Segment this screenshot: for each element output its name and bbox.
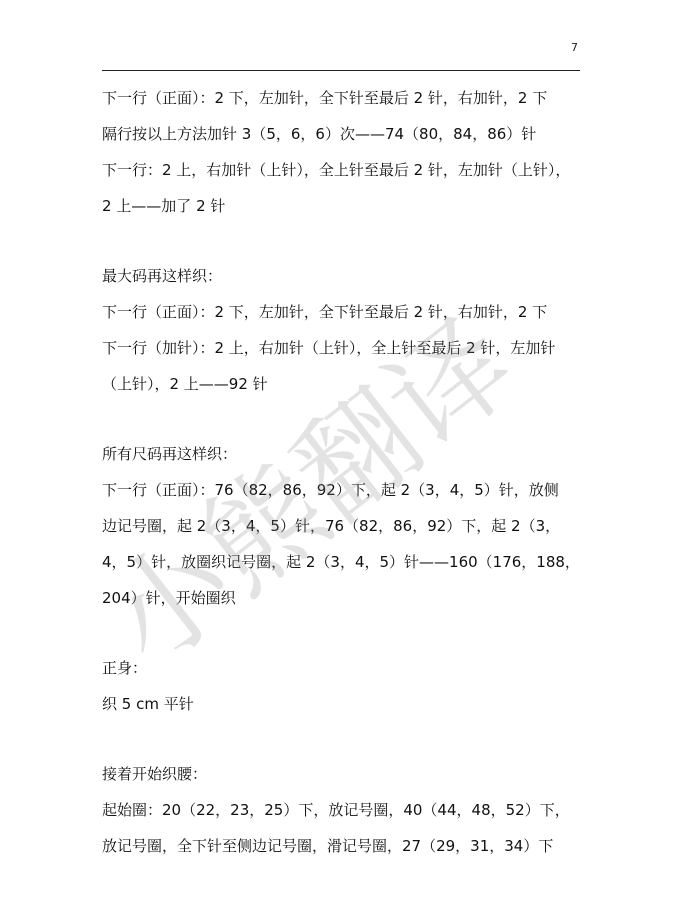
section-heading: 所有尺码再这样织： [102, 445, 238, 463]
text-line: 204）针，开始圈织 [102, 589, 236, 607]
page-number: 7 [571, 41, 578, 54]
section-heading: 最大码再这样织： [102, 267, 223, 285]
section-gap [102, 722, 582, 756]
text-line: 下一行（加针）：2 上，右加针（上针），全上针至最后 2 针，左加针 [102, 339, 556, 357]
document-body [102, 80, 582, 864]
section-largest-size [102, 258, 582, 402]
watermark-text: 小熊翻译 [130, 300, 540, 693]
section-gap [102, 224, 582, 258]
text-line: 放记号圈，全下针至侧边记号圈，滑记号圈，27（29，31，34）下 [102, 837, 554, 855]
text-line: 下一行（正面）：2 下，左加针，全下针至最后 2 针，右加针，2 下 [102, 89, 548, 107]
section-waist [102, 756, 582, 864]
text-line: 边记号圈，起 2（3，4，5）针，76（82，86，92）下，起 2（3， [102, 517, 561, 535]
section-heading: 接着开始织腰： [102, 765, 208, 783]
header-rule [102, 70, 580, 71]
text-line: 织 5 cm 平针 [102, 695, 194, 713]
text-line: 下一行（正面）：2 下，左加针，全下针至最后 2 针，右加针，2 下 [102, 303, 548, 321]
text-line: 下一行（正面）：76（82，86，92）下，起 2（3，4，5）针，放侧 [102, 481, 559, 499]
section-front-body [102, 650, 582, 722]
section-gap [102, 616, 582, 650]
text-line: 4，5）针，放圈织记号圈，起 2（3，4，5）针——160（176，188， [102, 553, 580, 571]
section-gap [102, 402, 582, 436]
text-line: 下一行：2 上，右加针（上针），全上针至最后 2 针，左加针（上针）， [102, 161, 571, 179]
text-line: 2 上——加了 2 针 [102, 197, 226, 215]
section-increase-rows [102, 80, 582, 224]
text-line: 起始圈：20（22，23，25）下，放记号圈，40（44，48，52）下， [102, 801, 570, 819]
text-line: （上针），2 上——92 针 [102, 375, 268, 393]
section-heading: 正身： [102, 659, 148, 677]
text-line: 隔行按以上方法加针 3（5，6，6）次——74（80，84，86）针 [102, 125, 537, 143]
section-all-sizes [102, 436, 582, 616]
